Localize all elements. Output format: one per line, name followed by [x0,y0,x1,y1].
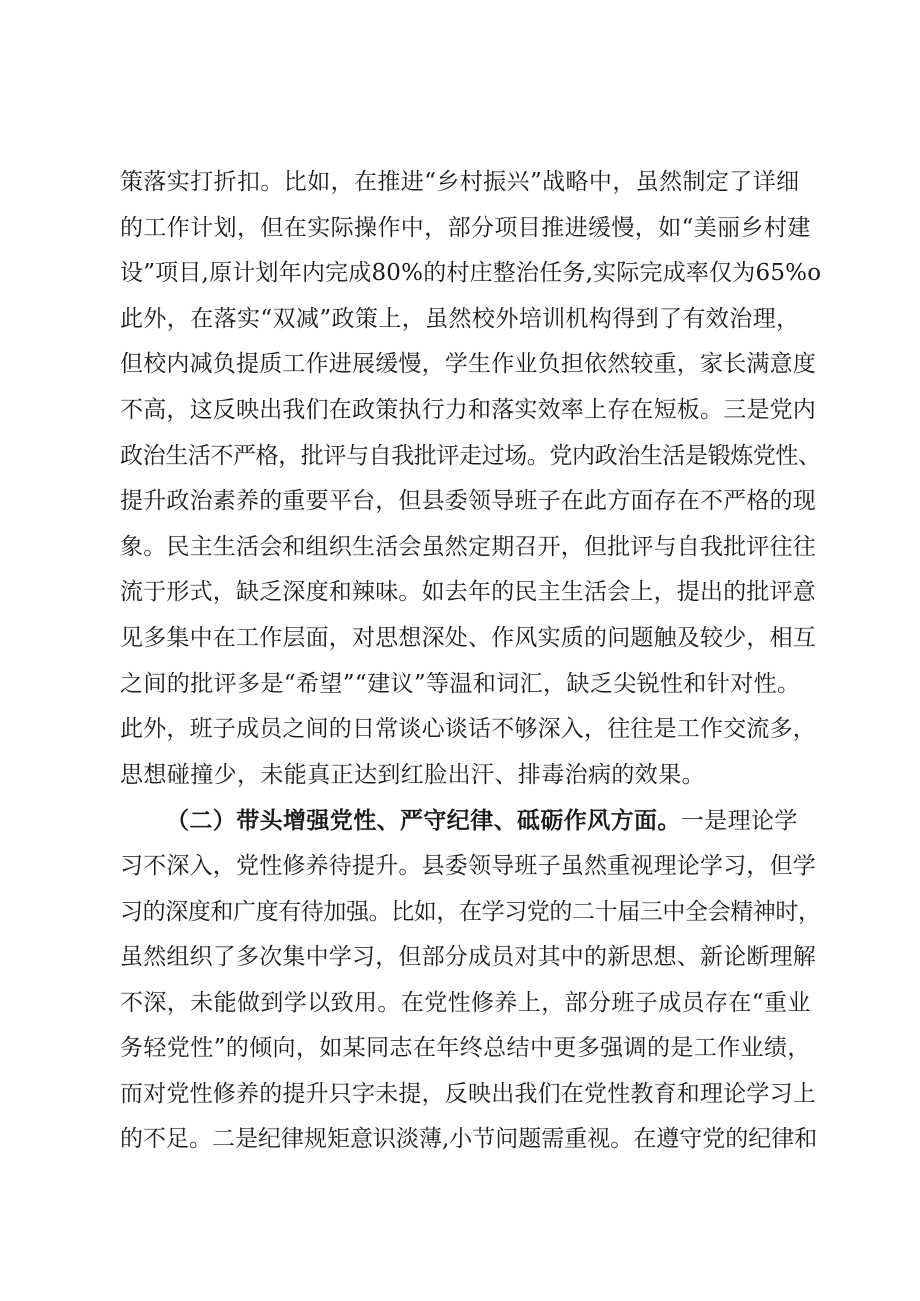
text-line: 的不足。二是纪律规矩意识淡薄,小节问题需重视。在遵守党的纪律和 [120,1126,818,1153]
text-line: 虽然组织了多次集中学习，但部分成员对其中的新思想、新论断理解 [120,944,816,971]
section-2-first-line-text: 一是理论学 [680,808,798,835]
text-line: 流于形式，缺乏深度和辣味。如去年的民主生活会上，提出的批评意 [120,579,816,606]
text-line: 思想碰撞少，未能真正达到红脸出汗、排毒治病的效果。 [120,761,705,788]
text-line: 不高，这反映出我们在政策执行力和落实效率上存在短板。三是党内 [120,396,816,423]
text-line: 象。民主生活会和组织生活会虽然定期召开，但批评与自我批评往往 [120,533,816,560]
text-line: 提升政治素养的重要平台，但县委领导班子在此方面存在不严格的现 [120,488,816,515]
text-line: 政治生活不严格，批评与自我批评走过场。党内政治生活是锻炼党性、 [120,442,821,469]
section-2-first-line [120,798,820,844]
text-line: 但校内减负提质工作进展缓慢，学生作业负担依然较重，家长满意度 [120,351,816,378]
text-line: 设”项目,原计划年内完成80%的村庄整治任务,实际完成率仅为65%o [120,260,822,287]
text-line: 之间的批评多是“希望”“建议”等温和词汇，缺乏尖锐性和针对性。 [120,670,801,697]
text-line: 不深，未能做到学以致用。在党性修养上，部分班子成员存在“重业 [120,989,811,1016]
text-line: 的工作计划，但在实际操作中，部分项目推进缓慢，如“美丽乡村建 [120,214,811,241]
document-body [120,160,820,1163]
text-line: 策落实打折扣。比如，在推进“乡村振兴”战略中，虽然制定了详细 [120,169,800,195]
text-line: 此外，在落实“双减”政策上，虽然校外培训机构得到了有效治理， [120,305,800,332]
text-line: 习不深入，党性修养待提升。县委领导班子虽然重视理论学习，但学 [120,852,816,879]
text-line: 而对党性修养的提升只字未提，反映出我们在党性教育和理论学习上 [120,1080,816,1107]
text-line: 此外，班子成员之间的日常谈心谈话不够深入，往往是工作交流多， [120,716,816,743]
text-line: 务轻党性”的倾向，如某同志在年终总结中更多强调的是工作业绩， [120,1035,811,1062]
paragraph-1 [120,160,820,798]
text-line: 习的深度和广度有待加强。比如，在学习党的二十届三中全会精神时， [120,898,821,925]
section-2-heading: （二）带头增强党性、严守纪律、砥砺作风方面。 [166,807,681,835]
text-line: 见多集中在工作层面，对思想深处、作风实质的问题触及较少，相互 [120,624,816,651]
paragraph-2 [120,798,820,1163]
